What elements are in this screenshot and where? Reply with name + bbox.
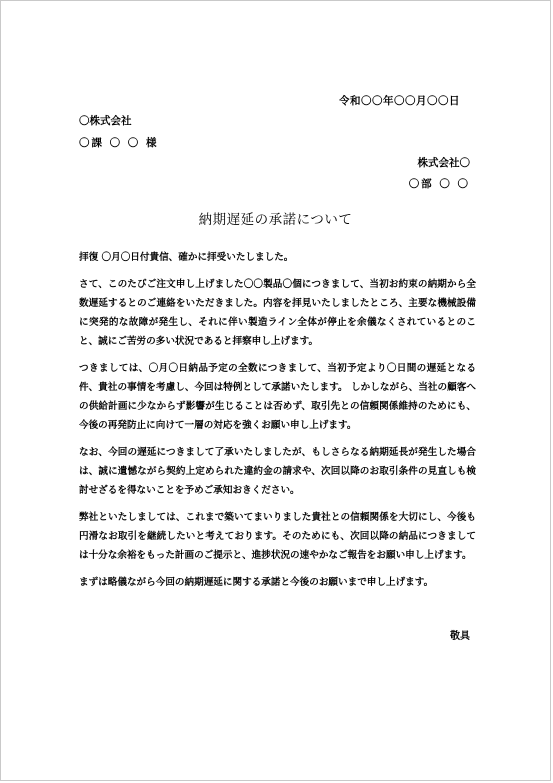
paragraph-approval: つきましては、〇月〇日納品予定の全数につきまして、当初予定より〇日間の遅延となる件、貴社の事情を考慮し、今回は特例として承諾いたします。 しかしながら、当社の顧客への供給計画に少なからず影響が生じることは否めず、取引先との信頼関係維持のためにも、今後の再発防止に向けて一層の対応を強くお願い申し上げます。 <box>79 363 476 431</box>
letter-closing: 敬具 <box>450 631 470 642</box>
paragraph-warning: なお、今回の遅延につきまして了承いたしましたが、もしさらなる納期延長が発生した場合は、誠に遺憾ながら契約上定められた違約金の請求や、次回以降のお取引条件の見直しも検討せざるを得ないことを予めご承知おきください。 <box>79 447 476 496</box>
sender-company: 株式会社〇 <box>417 157 470 169</box>
letter-body <box>79 248 476 600</box>
paragraph-conclusion: まずは略儀ながら今回の納期遅延に関する承諾と今後のお願いまで申し上げます。 <box>79 577 434 588</box>
recipient-person: 〇課 〇 〇 様 <box>79 137 159 149</box>
recipient-company: 〇株式会社 <box>79 115 132 127</box>
letter-date: 令和〇〇年〇〇月〇〇日 <box>339 95 460 107</box>
paragraph-request: 弊社といたしましては、これまで築いてまいりました貴社との信頼関係を大切にし、今後も円滑なお取引を継続したいと考えております。そのためにも、次回以降の納品につきましては十分な余裕をもった計画のご提示と、進捗状況の速やかなご報告をお願い申し上げます。 <box>79 512 476 561</box>
paragraph-situation: さて、このたびご注文申し上げました〇〇製品〇個につきまして、当初お約束の納期から全数遅延するとのご連絡をいただきました。内容を拝見いたしましたところ、主要な機械設備に突発的な故障が発生し、それに伴い製造ライン全体が停止を余儀なくされているとのこと、誠にご苦労の多い状況であると拝察申し上げます。 <box>79 279 476 347</box>
paragraph-greeting: 拝復 〇月〇日付貴信、確かに拝受いたしました。 <box>79 252 294 263</box>
sender-person: 〇部 〇 〇 <box>408 178 470 190</box>
letter-title: 納期遅延の承諾について <box>198 212 353 228</box>
